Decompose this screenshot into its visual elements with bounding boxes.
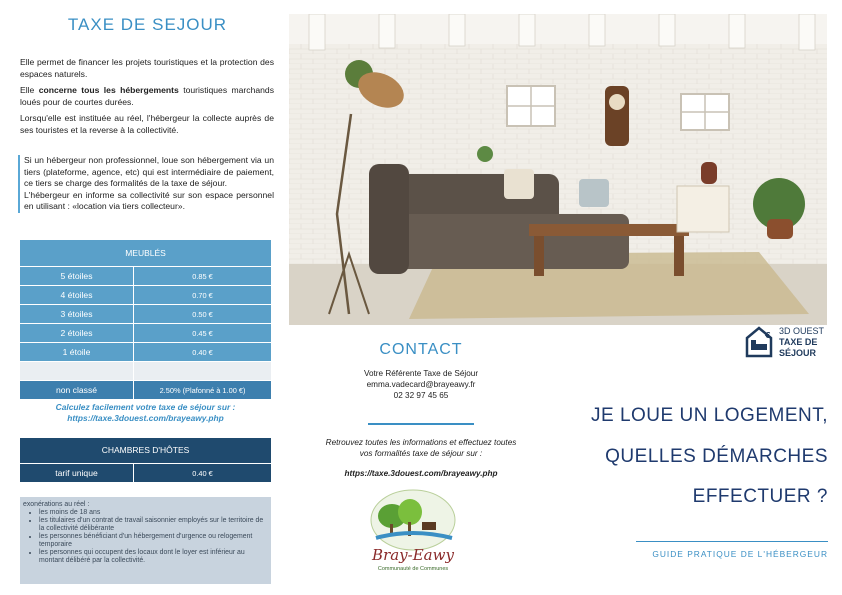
table-row: 3 étoiles 0.50 €	[20, 304, 271, 323]
table-row: 2 étoiles 0.45 €	[20, 323, 271, 342]
table-row-blank	[20, 361, 271, 380]
exonerations-box	[20, 497, 271, 584]
svg-text:€: €	[765, 331, 771, 340]
table-row: 5 étoiles 0.85 €	[20, 266, 271, 285]
divider	[636, 541, 828, 542]
formalites-url[interactable]: https://taxe.3douest.com/brayeawy.php	[344, 469, 498, 478]
calc-url[interactable]: https://taxe.3douest.com/brayeawy.php	[67, 413, 224, 423]
contact-email[interactable]: emma.vadecard@brayeawy.fr	[366, 380, 476, 389]
list-item: • les personnes bénéficiant d'un hébergement d'urgence ou relogement temporaire	[39, 533, 268, 549]
chambres-hotes-table	[20, 438, 271, 482]
contact-info	[290, 368, 552, 401]
headline-line-2: QUELLES DÉMARCHES	[605, 446, 828, 467]
brand-line-3: SÉJOUR	[779, 348, 817, 358]
exonerations-title: exonérations au réel :	[23, 501, 90, 508]
exonerations-list	[39, 509, 268, 565]
headline-line-3: EFFECTUER ?	[692, 486, 828, 507]
tiers-collecteur-note	[18, 155, 274, 213]
divider	[368, 423, 474, 425]
retrouvez-text	[290, 437, 552, 459]
table-row: tarif unique 0.40 €	[20, 463, 271, 482]
intro-text	[20, 57, 274, 141]
living-room-photo	[289, 14, 827, 325]
intro-paragraph-3: Lorsqu'elle est instituée au réel, l'hébergeur la collecte auprès de ses touristes et la reverse à la collectivité.	[20, 113, 274, 135]
calculator-hint	[20, 402, 271, 424]
table-row: 4 étoiles 0.70 €	[20, 285, 271, 304]
brand-line-1: 3D OUEST	[779, 326, 825, 336]
taxe-sejour-title: TAXE DE SEJOUR	[67, 15, 228, 34]
table-row: non classé 2.50% (Plafonné à 1.00 €)	[20, 380, 271, 399]
list-item: • les moins de 18 ans	[39, 509, 268, 517]
list-item: • les personnes qui occupent des locaux dont le loyer est inférieur au montant délibéré par la collectivité.	[39, 549, 268, 565]
chambres-hotes-header: CHAMBRES D'HÔTES	[20, 438, 271, 463]
retrouvez-line-1: Retrouvez toutes les informations et effectuez toutes	[325, 438, 517, 447]
retrouvez-line-2: vos formalités taxe de séjour sur :	[359, 449, 483, 458]
bray-eawy-logo	[362, 486, 464, 586]
bed-house-icon	[745, 326, 775, 358]
3douest-taxe-sejour-logo	[745, 326, 829, 360]
list-item: • les titulaires d'un contrat de travail saisonnier employés sur le territoire de la collectivité délibérante	[39, 517, 268, 533]
note-paragraph-2: L'hébergeur en informe sa collectivité sur son espace personnel en utilisant : «location via tiers collecteur».	[24, 189, 274, 211]
calc-line-1: Calculez facilement votre taxe de séjour sur :	[55, 402, 236, 412]
guide-subtitle: GUIDE PRATIQUE DE L'HÉBERGEUR	[652, 549, 828, 559]
intro-paragraph-2: Elle concerne tous les hébergements touristiques marchands loués pour de courtes durées.	[20, 85, 275, 107]
meubles-table	[20, 240, 271, 399]
left-panel	[0, 0, 285, 595]
living-room-illustration	[289, 14, 827, 325]
table-row: 1 étoile 0.40 €	[20, 342, 271, 361]
brand-line-2: TAXE DE	[779, 337, 818, 347]
note-paragraph-1: Si un hébergeur non professionnel, loue son hébergement via un tiers (plateforme, agence, etc) qui est intermédiaire de paiement, ce tiers se charge des formalités de la taxe de séjour.	[24, 155, 274, 188]
meubles-header: MEUBLÉS	[20, 240, 271, 266]
intro-paragraph-1: Elle permet de financer les projets touristiques et la protection des espaces naturels.	[20, 57, 274, 79]
contact-title: CONTACT	[379, 341, 463, 358]
contact-phone[interactable]: 02 32 97 45 65	[393, 391, 449, 400]
svg-text:Communauté de Communes: Communauté de Communes	[377, 566, 449, 572]
headline-line-1: JE LOUE UN LOGEMENT,	[591, 405, 828, 426]
contact-role: Votre Référente Taxe de Séjour	[363, 369, 479, 378]
svg-text:Bray-Eawy: Bray-Eawy	[372, 546, 454, 564]
